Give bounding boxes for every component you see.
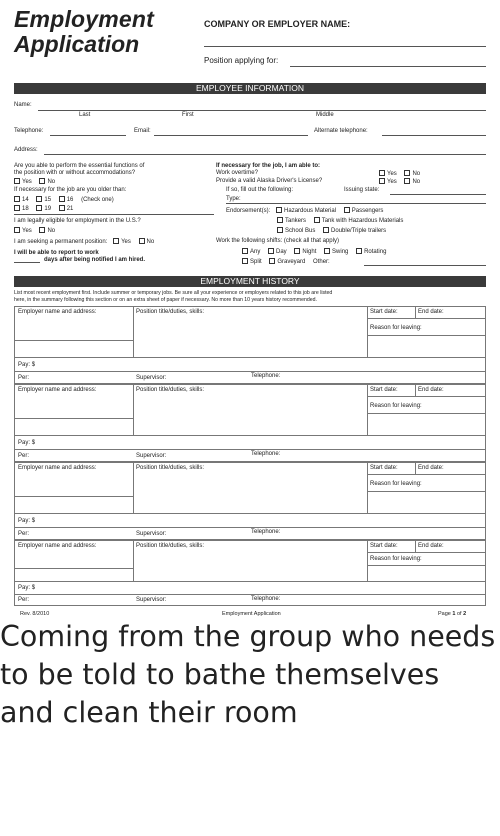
age-18-option[interactable]: 18 bbox=[14, 205, 29, 213]
shift-other-line[interactable] bbox=[364, 265, 486, 266]
column-divider bbox=[367, 541, 368, 581]
column-divider bbox=[133, 541, 134, 581]
shifts-row2 bbox=[242, 258, 330, 266]
row-divider bbox=[367, 565, 486, 566]
functions-options bbox=[14, 178, 61, 186]
employment-history-bar: EMPLOYMENT HISTORY bbox=[14, 276, 486, 287]
checkbox-icon[interactable] bbox=[404, 170, 410, 176]
telephone-label[interactable]: Telephone: bbox=[251, 451, 281, 457]
checkbox-icon[interactable] bbox=[59, 196, 65, 202]
row-divider bbox=[15, 371, 486, 372]
position-duties-label[interactable]: Position title/duties, skills: bbox=[136, 543, 205, 549]
row-divider bbox=[367, 474, 486, 475]
column-divider bbox=[367, 463, 368, 513]
checkbox-icon[interactable] bbox=[14, 227, 20, 233]
row-divider bbox=[15, 513, 486, 514]
position-applying-line[interactable] bbox=[290, 66, 486, 67]
employer-label: Employer name and address: bbox=[18, 309, 97, 315]
question-functions: Are you able to perform the essential functions of bbox=[14, 163, 145, 169]
permanent-no-option[interactable]: No bbox=[139, 238, 155, 246]
supervisor-label[interactable]: Supervisor: bbox=[136, 531, 167, 537]
column-divider bbox=[415, 463, 416, 474]
row-divider bbox=[15, 496, 133, 497]
work-overtime-label: Work overtime? bbox=[216, 170, 258, 176]
company-name-line[interactable] bbox=[204, 46, 486, 47]
title-employment: Employment bbox=[14, 6, 155, 32]
checkbox-icon[interactable] bbox=[14, 196, 20, 202]
row-divider bbox=[15, 581, 486, 582]
age-options-row2 bbox=[14, 205, 79, 213]
checkbox-icon[interactable] bbox=[277, 217, 283, 223]
end-date-label[interactable]: End date: bbox=[418, 465, 444, 471]
type-label: Type: bbox=[226, 196, 241, 202]
shifts-label: Work the following shifts: (check all that apply) bbox=[216, 238, 339, 244]
email-line[interactable] bbox=[154, 135, 308, 136]
checkbox-icon[interactable] bbox=[36, 205, 42, 211]
checkbox-icon[interactable] bbox=[139, 238, 145, 244]
age-options-row1 bbox=[14, 196, 114, 204]
overtime-no-option[interactable]: No bbox=[404, 170, 420, 178]
pay-field[interactable]: Pay: $ bbox=[18, 518, 36, 524]
end-date-label[interactable]: End date: bbox=[418, 309, 444, 315]
eligible-options bbox=[14, 227, 61, 235]
employer-block-2 bbox=[14, 384, 486, 462]
employer-label: Employer name and address: bbox=[18, 465, 97, 471]
company-name-label: COMPANY OR EMPLOYER NAME: bbox=[204, 19, 351, 29]
age-15-option[interactable]: 15 bbox=[36, 196, 51, 204]
telephone-label: Telephone: bbox=[14, 128, 44, 134]
employer-label: Employer name and address: bbox=[18, 543, 97, 549]
shift-any-option[interactable]: Any bbox=[242, 248, 260, 256]
age-19-option[interactable]: 19 bbox=[36, 205, 51, 213]
pay-field[interactable]: Pay: $ bbox=[18, 440, 36, 446]
checkbox-icon[interactable] bbox=[276, 207, 282, 213]
license-no-option[interactable]: No bbox=[404, 178, 420, 186]
checkbox-icon[interactable] bbox=[14, 205, 20, 211]
row-divider bbox=[15, 449, 486, 450]
endorsement-double-triple-option[interactable]: Double/Triple trailers bbox=[323, 227, 386, 235]
column-divider bbox=[367, 385, 368, 435]
start-date-label[interactable]: Start date: bbox=[370, 387, 398, 393]
history-instructions: List most recent employment first. Include summer or temporary jobs. Be sure all your experience or employers related to this job are listed bbox=[14, 290, 333, 296]
supervisor-label[interactable]: Supervisor: bbox=[136, 597, 167, 603]
checkbox-icon[interactable] bbox=[277, 227, 283, 233]
checkbox-icon[interactable] bbox=[379, 178, 385, 184]
checkbox-icon[interactable] bbox=[14, 178, 20, 184]
age-14-option[interactable]: 14 bbox=[14, 196, 29, 204]
shift-split-option[interactable]: Split bbox=[242, 258, 262, 266]
meme-caption: Coming from the group who needs to be told to bathe themselves and clean their room bbox=[0, 620, 496, 729]
shift-rotating-option[interactable]: Rotating bbox=[356, 248, 386, 256]
checkbox-icon[interactable] bbox=[36, 196, 42, 202]
per-label[interactable]: Per: bbox=[18, 453, 30, 459]
row-divider bbox=[367, 413, 486, 414]
employer-block-3 bbox=[14, 462, 486, 540]
checkbox-icon[interactable] bbox=[344, 207, 350, 213]
telephone-label[interactable]: Telephone: bbox=[251, 373, 281, 379]
end-date-label[interactable]: End date: bbox=[418, 543, 444, 549]
question-eligible: I am legally eligible for employment in the U.S.? bbox=[14, 218, 141, 224]
checkbox-icon[interactable] bbox=[294, 248, 300, 254]
checkbox-icon[interactable] bbox=[379, 170, 385, 176]
row-divider bbox=[15, 357, 486, 358]
eligible-yes-option[interactable]: Yes bbox=[14, 227, 32, 235]
checkbox-icon[interactable] bbox=[324, 248, 330, 254]
position-duties-label[interactable]: Position title/duties, skills: bbox=[136, 387, 205, 393]
type-line[interactable] bbox=[226, 203, 486, 204]
revision-label: Rev. 8/2010 bbox=[20, 611, 50, 617]
endorsement-tankers-option[interactable]: Tankers bbox=[277, 217, 306, 225]
employer-label: Employer name and address: bbox=[18, 387, 97, 393]
row-divider bbox=[15, 418, 133, 419]
supervisor-label[interactable]: Supervisor: bbox=[136, 375, 167, 381]
permanent-yes-option[interactable]: Yes bbox=[113, 238, 131, 246]
checkbox-icon[interactable] bbox=[242, 258, 248, 264]
eligible-no-option[interactable]: No bbox=[39, 227, 55, 235]
start-date-label[interactable]: Start date: bbox=[370, 543, 398, 549]
age-16-option[interactable]: 16 bbox=[59, 196, 74, 204]
middle-name-label: Middle bbox=[316, 112, 334, 118]
name-label: Name: bbox=[14, 102, 32, 108]
employee-information-bar: EMPLOYEE INFORMATION bbox=[14, 83, 486, 94]
question-report: I will be able to report to work bbox=[14, 250, 99, 256]
divider-line bbox=[14, 214, 214, 215]
checkbox-icon[interactable] bbox=[356, 248, 362, 254]
address-line[interactable] bbox=[44, 154, 486, 155]
license-options bbox=[379, 178, 426, 186]
question-permanent: I am seeking a permanent position: Yes No bbox=[14, 239, 155, 245]
alternate-telephone-label: Alternate telephone: bbox=[314, 128, 368, 134]
employment-application-form bbox=[14, 6, 486, 617]
column-divider bbox=[415, 385, 416, 396]
start-date-label[interactable]: Start date: bbox=[370, 465, 398, 471]
email-label: Email: bbox=[134, 128, 151, 134]
checkbox-icon[interactable] bbox=[39, 178, 45, 184]
column-divider bbox=[367, 307, 368, 357]
checkbox-icon[interactable] bbox=[242, 248, 248, 254]
question-report-cont: days after being notified I am hired. bbox=[44, 257, 146, 263]
row-divider bbox=[367, 491, 486, 492]
row-divider bbox=[15, 568, 133, 569]
start-date-label[interactable]: Start date: bbox=[370, 309, 398, 315]
if-necessary-heading: If necessary for the job, I am able to: bbox=[216, 163, 321, 169]
checkbox-icon[interactable] bbox=[269, 258, 275, 264]
overtime-yes-option[interactable]: Yes bbox=[379, 170, 397, 178]
reason-leaving-label[interactable]: Reason for leaving: bbox=[370, 403, 422, 409]
endorsement-tank-hazardous-option[interactable]: Tank with Hazardous Materials bbox=[314, 217, 404, 225]
question-older-than: If necessary for the job are you older than: bbox=[14, 187, 127, 193]
row-divider bbox=[367, 396, 486, 397]
functions-yes-option[interactable]: Yes bbox=[14, 178, 32, 186]
column-divider bbox=[415, 307, 416, 318]
issuing-state-label: Issuing state: bbox=[344, 187, 380, 193]
reason-leaving-label[interactable]: Reason for leaving: bbox=[370, 556, 422, 562]
pay-field[interactable]: Pay: $ bbox=[18, 585, 36, 591]
checkbox-icon[interactable] bbox=[323, 227, 329, 233]
reason-leaving-label[interactable]: Reason for leaving: bbox=[370, 481, 422, 487]
reason-leaving-label[interactable]: Reason for leaving: bbox=[370, 325, 422, 331]
page-indicator: Page 1 of 2 bbox=[438, 611, 467, 617]
functions-no-option[interactable]: No bbox=[39, 178, 55, 186]
column-divider bbox=[415, 541, 416, 552]
checkbox-icon[interactable] bbox=[268, 248, 274, 254]
check-one-note: (Check one) bbox=[81, 197, 114, 203]
endorsement-passengers-option[interactable]: Passengers bbox=[344, 207, 384, 215]
shift-other-label: Other: bbox=[313, 259, 330, 265]
issuing-state-line[interactable] bbox=[390, 194, 486, 195]
employer-block-1 bbox=[14, 306, 486, 384]
checkbox-icon[interactable] bbox=[404, 178, 410, 184]
endorsement-school-bus-option[interactable]: School Bus bbox=[277, 227, 315, 235]
age-21-option[interactable]: 21 bbox=[59, 205, 74, 213]
per-label[interactable]: Per: bbox=[18, 597, 30, 603]
supervisor-label[interactable]: Supervisor: bbox=[136, 453, 167, 459]
checkbox-icon[interactable] bbox=[59, 205, 65, 211]
report-days-line[interactable] bbox=[14, 262, 40, 263]
shift-day-option[interactable]: Day bbox=[268, 248, 287, 256]
alternate-telephone-line[interactable] bbox=[382, 135, 486, 136]
per-label[interactable]: Per: bbox=[18, 531, 30, 537]
endorsements-row3 bbox=[277, 227, 392, 235]
row-divider bbox=[367, 335, 486, 336]
column-divider bbox=[133, 307, 134, 357]
shift-swing-option[interactable]: Swing bbox=[324, 248, 348, 256]
row-divider bbox=[15, 594, 486, 595]
position-applying-label: Position applying for: bbox=[204, 56, 279, 65]
position-duties-label[interactable]: Position title/duties, skills: bbox=[136, 465, 205, 471]
last-name-label: Last bbox=[79, 112, 91, 118]
overtime-options bbox=[379, 170, 426, 178]
telephone-label[interactable]: Telephone: bbox=[251, 529, 281, 535]
shift-graveyard-option[interactable]: Graveyard bbox=[269, 258, 305, 266]
row-divider bbox=[15, 340, 133, 341]
if-so-label: If so, fill out the following: bbox=[226, 187, 294, 193]
per-label[interactable]: Per: bbox=[18, 375, 30, 381]
employer-block-4 bbox=[14, 540, 486, 606]
endorsements-row1: Endorsement(s): Hazardous Material Passengers bbox=[226, 208, 384, 214]
provide-license-label: Provide a valid Alaska Driver's License? bbox=[216, 178, 323, 184]
history-instructions-cont: here, in the summary following this section or on an extra sheet of paper if necessary. No more than 10 years history recommended. bbox=[14, 297, 317, 303]
column-divider bbox=[133, 385, 134, 435]
endorsement-hazardous-option[interactable]: Hazardous Material bbox=[276, 207, 336, 215]
telephone-line[interactable] bbox=[50, 135, 126, 136]
row-divider bbox=[367, 552, 486, 553]
row-divider bbox=[15, 435, 486, 436]
question-functions-cont: the position with or without accommodations? bbox=[14, 170, 136, 176]
name-line[interactable] bbox=[38, 110, 486, 111]
pay-field[interactable]: Pay: $ bbox=[18, 362, 36, 368]
column-divider bbox=[133, 463, 134, 513]
end-date-label[interactable]: End date: bbox=[418, 387, 444, 393]
telephone-label[interactable]: Telephone: bbox=[251, 596, 281, 602]
checkbox-icon[interactable] bbox=[113, 238, 119, 244]
row-divider bbox=[15, 527, 486, 528]
first-name-label: First bbox=[182, 112, 194, 118]
checkbox-icon[interactable] bbox=[39, 227, 45, 233]
address-label: Address: bbox=[14, 147, 38, 153]
shifts-row1 bbox=[242, 248, 392, 256]
checkbox-icon[interactable] bbox=[314, 217, 320, 223]
title-application: Application bbox=[14, 31, 140, 57]
footer-title: Employment Application bbox=[222, 611, 281, 617]
endorsements-row2 bbox=[277, 217, 409, 225]
shift-night-option[interactable]: Night bbox=[294, 248, 316, 256]
position-duties-label[interactable]: Position title/duties, skills: bbox=[136, 309, 205, 315]
row-divider bbox=[367, 318, 486, 319]
license-yes-option[interactable]: Yes bbox=[379, 178, 397, 186]
